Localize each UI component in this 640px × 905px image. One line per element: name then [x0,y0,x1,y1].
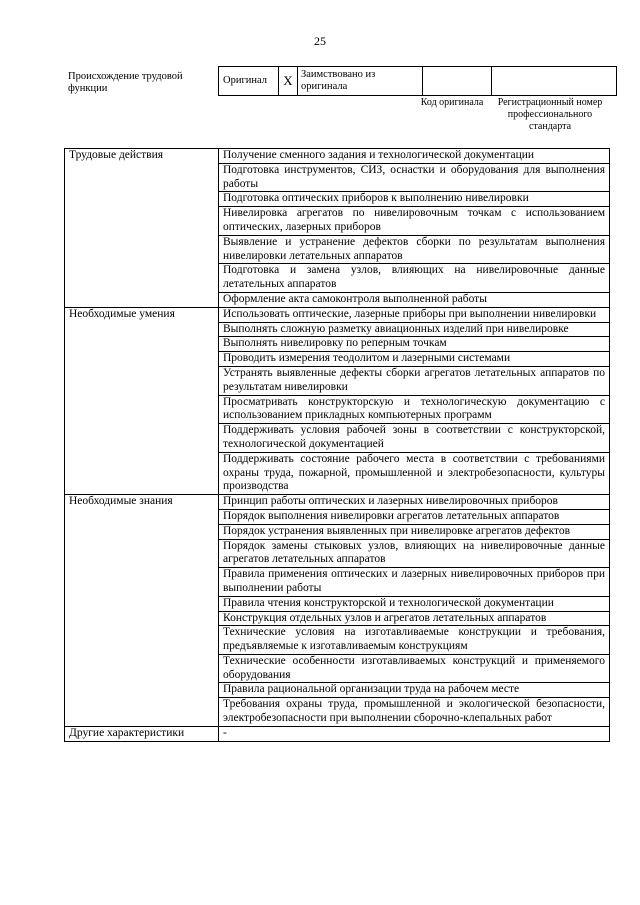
page-number: 25 [314,34,326,48]
reg-number-header: Регистрационный номер профессионального стандарта [497,97,603,132]
section-item: Проводить измерения теодолитом и лазерными системами [219,352,610,367]
original-mark: X [279,67,298,96]
section-title: Другие характеристики [65,726,219,741]
section-item: - [219,726,610,741]
original-label: Оригинал [219,67,279,96]
section-item: Подготовка и замена узлов, влияющих на нивелировочные данные летательных аппаратов [219,264,610,293]
section-item: Технические особенности изготавливаемых конструкций и применяемого оборудования [219,654,610,683]
section-item: Подготовка инструментов, СИЗ, оснастки и оборудования для выполнения работы [219,163,610,192]
section-item: Выполнять нивелировку по реперным точкам [219,337,610,352]
section-item: Просматривать конструкторскую и технологическую документацию с использованием прикладных компьютерных программ [219,395,610,424]
code-cell [423,67,492,96]
table-row [65,726,610,741]
reg-number-cell [492,67,617,96]
section-title: Трудовые действия [65,149,219,308]
origin-label: Происхождение трудовой функции [68,70,183,94]
section-item: Требования охраны труда, промышленной и экологической безопасности, электробезопасности при выполнении сборочно-клепальных работ [219,698,610,727]
section-item: Порядок замены стыковых узлов, влияющих на нивелировочные данные агрегатов летательных аппаратов [219,539,610,568]
section-item: Правила рациональной организации труда на рабочем месте [219,683,610,698]
section-item: Правила чтения конструкторской и технологической документации [219,596,610,611]
section-item: Подготовка оптических приборов к выполнению нивелировки [219,192,610,207]
section-item: Технические условия на изготавливаемые конструкции и требования, предъявляемые к изготавливаемым конструкциям [219,626,610,655]
section-item: Поддерживать состояние рабочего места в соответствии с требованиями охраны труда, пожарной, промышленной и электробезопасности, культуры производства [219,452,610,494]
borrowed-label: Заимствовано из оригинала [298,67,423,96]
section-item: Оформление акта самоконтроля выполненной работы [219,292,610,307]
section-item: Устранять выявленные дефекты сборки агрегатов летательных аппаратов по результатам нивелировки [219,366,610,395]
section-item: Получение сменного задания и технологической документации [219,149,610,164]
section-item: Использовать оптические, лазерные приборы при выполнении нивелировки [219,307,610,322]
section-item: Нивелировка агрегатов по нивелировочным точкам с использованием оптических, лазерных приборов [219,207,610,236]
section-item: Порядок устранения выявленных при нивелировке агрегатов дефектов [219,524,610,539]
section-item: Правила применения оптических и лазерных нивелировочных приборов при выполнении работы [219,568,610,597]
table-row [65,307,610,322]
section-item: Порядок выполнения нивелировки агрегатов летательных аппаратов [219,509,610,524]
table-row [65,495,610,510]
section-item: Выполнять сложную разметку авиационных изделий при нивелировке [219,322,610,337]
origin-table [64,66,617,96]
code-header: Код оригинала [420,97,484,108]
section-item: Конструкция отдельных узлов и агрегатов летательных аппаратов [219,611,610,626]
section-item: Поддерживать условия рабочей зоны в соответствии с конструкторской, технологической документацией [219,424,610,453]
section-title: Необходимые знания [65,495,219,727]
table-row [65,149,610,164]
labor-function-table [64,148,610,742]
section-item: Выявление и устранение дефектов сборки по результатам выполнения нивелировки летательных аппаратов [219,235,610,264]
section-title: Необходимые умения [65,307,219,494]
section-item: Принцип работы оптических и лазерных нивелировочных приборов [219,495,610,510]
